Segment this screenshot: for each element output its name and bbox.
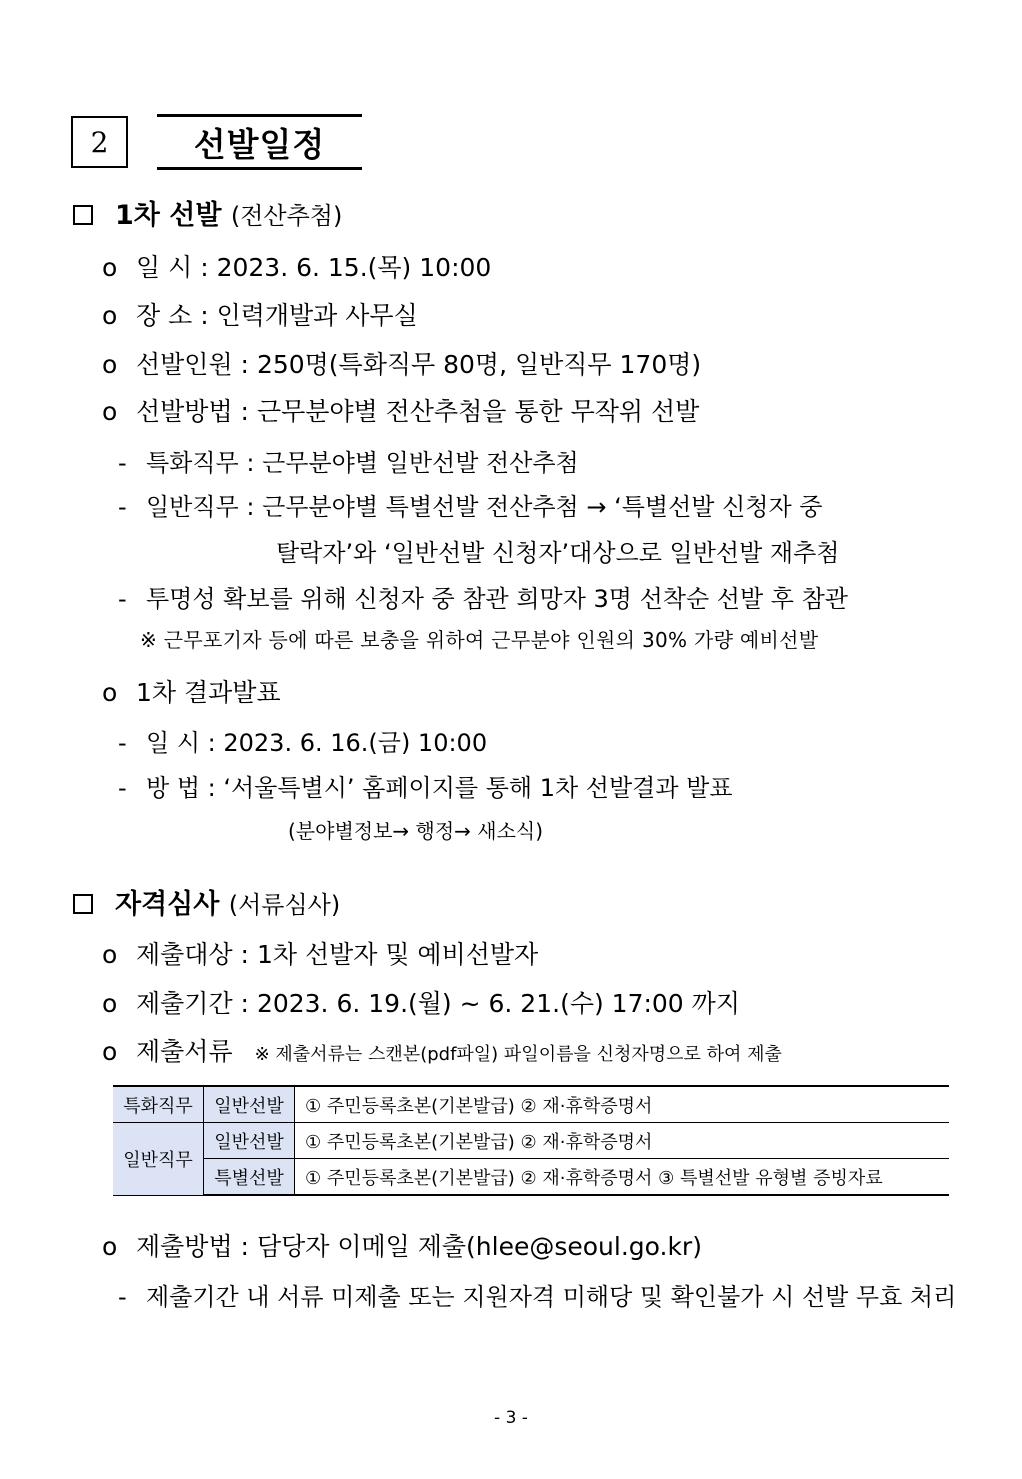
- target-value: 1차 선발자 및 예비선발자: [256, 940, 539, 969]
- first-result-heading: [102, 673, 281, 709]
- table-cell-subcategory: 일반선발: [204, 1086, 295, 1123]
- table-cell-category: 특화직무: [113, 1086, 204, 1123]
- submit-method-label: 제출방법 :: [136, 1232, 249, 1261]
- first-date-value: 2023. 6. 15.(목) 10:00: [216, 253, 492, 282]
- target-line: [102, 935, 538, 971]
- qualification-heading: [73, 882, 340, 921]
- docs-line: [102, 1032, 782, 1068]
- first-method-label: 선발방법 :: [136, 397, 249, 426]
- table-row: [113, 1086, 949, 1123]
- special-job-value: 근무분야별 일반선발 전산추첨: [262, 449, 579, 477]
- docs-label: 제출서류: [136, 1037, 233, 1066]
- circle-bullet-icon: o: [102, 350, 118, 379]
- page-number: - 3 -: [494, 1408, 528, 1428]
- first-place-line: [102, 296, 418, 332]
- qualification-subtitle: (서류심사): [228, 891, 341, 919]
- dash-bullet-icon: -: [118, 774, 127, 802]
- transparency-line: [118, 579, 848, 614]
- special-job-label: 특화직무 :: [146, 449, 255, 477]
- first-place-value: 인력개발과 사무실: [216, 301, 418, 330]
- dash-bullet-icon: -: [118, 449, 127, 477]
- dash-bullet-icon: -: [118, 585, 127, 613]
- circle-bullet-icon: o: [102, 301, 118, 330]
- first-selection-heading: [73, 193, 342, 232]
- transparency-text: 투명성 확보를 위해 신청자 중 참관 희망자 3명 선착순 선발 후 참관: [146, 585, 848, 613]
- first-date-line: [102, 248, 491, 284]
- circle-bullet-icon: o: [102, 678, 118, 707]
- circle-bullet-icon: o: [102, 989, 118, 1018]
- table-cell-documents: ① 주민등록초본(기본발급) ② 재·휴학증명서: [295, 1086, 950, 1123]
- square-bullet-icon: [73, 894, 93, 914]
- submit-method-value: 담당자 이메일 제출(hlee@seoul.go.kr): [256, 1232, 702, 1261]
- first-count-value: 250명(특화직무 80명, 일반직무 170명): [256, 350, 702, 379]
- first-selection-title: 1차 선발: [115, 200, 222, 231]
- target-label: 제출대상 :: [136, 940, 249, 969]
- result-method-line: [118, 768, 733, 803]
- first-count-label: 선발인원 :: [136, 350, 249, 379]
- circle-bullet-icon: o: [102, 1037, 118, 1066]
- table-row: [113, 1159, 949, 1196]
- dash-bullet-icon: -: [118, 493, 127, 521]
- table-cell-category: 일반직무: [113, 1123, 204, 1196]
- dash-bullet-icon: -: [118, 1283, 127, 1311]
- invalid-warning-line: [118, 1277, 956, 1312]
- first-result-title: 1차 결과발표: [136, 678, 281, 707]
- period-value: 2023. 6. 19.(월) ~ 6. 21.(수) 17:00 까지: [256, 989, 740, 1018]
- table-cell-documents: ① 주민등록초본(기본발급) ② 재·휴학증명서 ③ 특별선발 유형별 증빙자료: [295, 1159, 950, 1196]
- section-title-text: 선발일정: [193, 124, 326, 164]
- first-count-line: [102, 345, 701, 381]
- dash-bullet-icon: -: [118, 729, 127, 757]
- first-selection-subtitle: (전산추첨): [230, 202, 343, 230]
- result-date-line: [118, 723, 487, 758]
- circle-bullet-icon: o: [102, 397, 118, 426]
- submit-method-line: [102, 1227, 702, 1263]
- general-job-value-1: 근무분야별 특별선발 전산추첨 → ‘특별선발 신청자 중: [262, 493, 823, 521]
- square-bullet-icon: [73, 205, 93, 225]
- first-method-value: 근무분야별 전산추첨을 통한 무작위 선발: [256, 397, 700, 426]
- general-job-label: 일반직무 :: [146, 493, 255, 521]
- general-job-line: [118, 487, 822, 522]
- reserve-note: ※ 근무포기자 등에 따른 보충을 위하여 근무분야 인원의 30% 가량 예비선발: [140, 628, 819, 652]
- documents-table: [113, 1085, 949, 1196]
- first-method-line: [102, 392, 699, 428]
- first-place-label: 장 소 :: [136, 301, 209, 330]
- section-number: 2: [90, 125, 109, 159]
- table-cell-subcategory: 일반선발: [204, 1123, 295, 1159]
- invalid-warning-text: 제출기간 내 서류 미제출 또는 지원자격 미해당 및 확인불가 시 선발 무효 처리: [146, 1283, 957, 1311]
- table-row: [113, 1123, 949, 1159]
- table-cell-subcategory: 특별선발: [204, 1159, 295, 1196]
- section-title: [157, 114, 362, 170]
- circle-bullet-icon: o: [102, 1232, 118, 1261]
- result-method-path: (분야별정보→ 행정→ 새소식): [288, 819, 544, 843]
- qualification-title: 자격심사: [115, 889, 220, 920]
- result-date-value: 2023. 6. 16.(금) 10:00: [223, 729, 488, 757]
- docs-note: ※ 제출서류는 스캔본(pdf파일) 파일이름을 신청자명으로 하여 제출: [254, 1044, 782, 1065]
- result-method-value: ‘서울특별시’ 홈페이지를 통해 1차 선발결과 발표: [223, 774, 733, 802]
- section-number-box: [71, 116, 128, 168]
- period-line: [102, 984, 740, 1020]
- circle-bullet-icon: o: [102, 940, 118, 969]
- first-date-label: 일 시 :: [136, 253, 209, 282]
- special-job-line: [118, 443, 579, 478]
- general-job-value-2: 탈락자’와 ‘일반선발 신청자’대상으로 일반선발 재추첨: [276, 539, 840, 567]
- result-method-label: 방 법 :: [146, 774, 216, 802]
- circle-bullet-icon: o: [102, 253, 118, 282]
- period-label: 제출기간 :: [136, 989, 249, 1018]
- result-date-label: 일 시 :: [146, 729, 216, 757]
- table-cell-documents: ① 주민등록초본(기본발급) ② 재·휴학증명서: [295, 1123, 950, 1159]
